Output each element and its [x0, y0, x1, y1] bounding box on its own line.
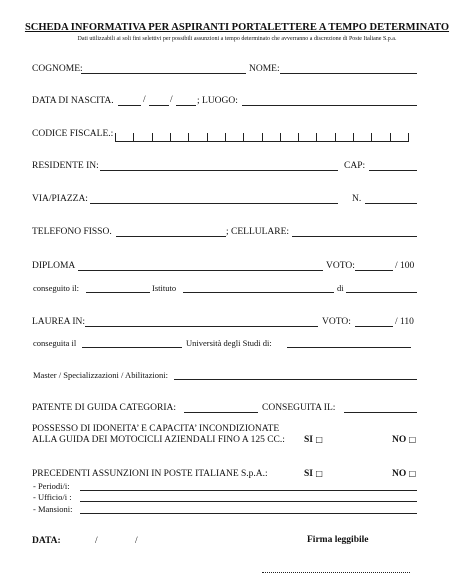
conseguita-il-label: conseguita il — [33, 338, 77, 348]
istituto-field[interactable] — [183, 292, 334, 293]
patente-categoria-field[interactable] — [184, 412, 258, 413]
nome-label: NOME: — [249, 64, 280, 74]
diploma-date-field[interactable] — [86, 292, 150, 293]
precedenti-label: PRECEDENTI ASSUNZIONI IN POSTE ITALIANE S.p.A.: — [32, 469, 268, 479]
firma-label: Firma leggibile — [307, 535, 369, 545]
codice-fiscale-baseline — [115, 141, 409, 142]
mansioni-label: - Mansioni: — [33, 504, 73, 514]
di-label: di — [337, 283, 344, 293]
numero-label: N. — [352, 194, 362, 204]
laurea-label: LAUREA IN: — [32, 317, 86, 327]
cap-field[interactable] — [369, 170, 417, 171]
idoneita-si-option[interactable] — [304, 436, 323, 446]
precedenti-no-label: NO — [392, 469, 407, 479]
periodi-label: - Periodi/i: — [33, 481, 70, 491]
luogo-field[interactable] — [242, 105, 417, 106]
telefono-field[interactable] — [116, 236, 226, 237]
form-title: SCHEDA INFORMATIVA PER ASPIRANTI PORTALETTERE A TEMPO DETERMINATO — [24, 22, 450, 33]
idoneita-line-1: POSSESSO DI IDONEITA’ E CAPACITA’ INCONDIZIONATE — [32, 424, 280, 434]
patente-label: PATENTE DI GUIDA CATEGORIA: — [32, 403, 176, 413]
cognome-field[interactable] — [81, 73, 246, 74]
checkbox-icon[interactable]: □ — [408, 469, 417, 478]
universita-label: Università degli Studi di: — [186, 338, 272, 348]
mansioni-field[interactable] — [80, 513, 417, 514]
checkbox-icon[interactable]: □ — [408, 435, 417, 444]
idoneita-line-2: ALLA GUIDA DEI MOTOCICLI AZIENDALI FINO A 125 CC.: — [32, 435, 285, 445]
idoneita-no-option[interactable] — [392, 436, 416, 446]
birth-date-separator: / — [170, 95, 173, 105]
diploma-label: DIPLOMA — [32, 261, 76, 271]
voto-laurea-max: / 110 — [395, 317, 414, 327]
ufficio-label: - Ufficio/i : — [33, 492, 72, 502]
cap-label: CAP: — [344, 161, 366, 171]
precedenti-si-label: SI — [304, 469, 313, 479]
ufficio-field[interactable] — [80, 501, 417, 502]
patente-conseguita-field[interactable] — [344, 412, 417, 413]
cognome-label: COGNOME: — [32, 64, 83, 74]
voto-diploma-label: VOTO: — [326, 261, 355, 271]
data-separator: / — [95, 536, 98, 546]
birth-month-field[interactable] — [149, 105, 169, 106]
patente-conseguita-label: CONSEGUITA IL: — [262, 403, 336, 413]
voto-diploma-max: / 100 — [395, 261, 415, 271]
conseguito-il-label: conseguito il: — [33, 283, 80, 293]
idoneita-no-label: NO — [392, 435, 407, 445]
form-subtitle: Dati utilizzabili ai soli fini selettivi per possibili assunzioni a tempo determinato che avverranno a discrezione di Poste Italiane S.p.a. — [77, 36, 397, 42]
luogo-label: ; LUOGO: — [197, 96, 238, 106]
precedenti-si-option[interactable] — [304, 470, 323, 480]
laurea-field[interactable] — [85, 326, 318, 327]
periodi-field[interactable] — [80, 490, 417, 491]
master-label: Master / Specializzazioni / Abilitazioni: — [33, 370, 169, 380]
birth-date-separator: / — [143, 95, 146, 105]
via-label: VIA/PIAZZA: — [32, 194, 88, 204]
voto-laurea-label: VOTO: — [322, 317, 351, 327]
codice-fiscale-label: CODICE FISCALE.: — [32, 129, 114, 139]
voto-laurea-field[interactable] — [355, 326, 393, 327]
via-field[interactable] — [90, 203, 338, 204]
precedenti-no-option[interactable] — [392, 470, 416, 480]
data-label: DATA: — [32, 536, 61, 546]
laurea-date-field[interactable] — [82, 347, 182, 348]
data-nascita-label: DATA DI NASCITA. — [32, 96, 114, 106]
residente-label: RESIDENTE IN: — [32, 161, 99, 171]
istituto-label: Istituto — [152, 283, 177, 293]
birth-day-field[interactable] — [118, 105, 141, 106]
checkbox-icon[interactable]: □ — [315, 435, 323, 444]
cellulare-field[interactable] — [292, 236, 417, 237]
cellulare-label: ; CELLULARE: — [226, 227, 290, 237]
diploma-field[interactable] — [78, 270, 323, 271]
universita-field[interactable] — [287, 347, 411, 348]
residente-field[interactable] — [100, 170, 338, 171]
data-separator: / — [135, 536, 138, 546]
nome-field[interactable] — [280, 73, 417, 74]
checkbox-icon[interactable]: □ — [315, 469, 323, 478]
telefono-label: TELEFONO FISSO. — [32, 227, 112, 237]
firma-field[interactable] — [262, 572, 410, 573]
numero-field[interactable] — [365, 203, 417, 204]
idoneita-si-label: SI — [304, 435, 313, 445]
istituto-citta-field[interactable] — [346, 292, 417, 293]
master-field[interactable] — [174, 379, 417, 380]
birth-year-field[interactable] — [176, 105, 196, 106]
voto-diploma-field[interactable] — [355, 270, 393, 271]
